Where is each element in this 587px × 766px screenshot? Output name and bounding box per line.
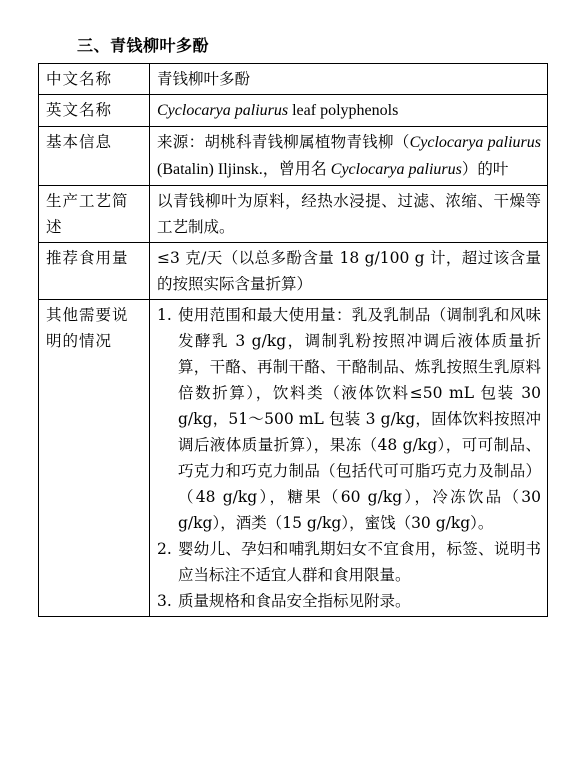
english-name-latin: Cyclocarya paliurus (157, 102, 289, 119)
section-title: 三、青钱柳叶多酚 (77, 36, 210, 55)
list-item (157, 302, 541, 536)
other-notes-value (150, 300, 548, 617)
english-name-value (150, 95, 548, 127)
table-row (39, 186, 548, 243)
table-row (39, 64, 548, 95)
row-label-process: 生产工艺简述 (39, 186, 150, 243)
list-item (157, 588, 541, 614)
note-number: 3. (157, 592, 172, 610)
source-author-citation: (Batalin) Iljinsk.，曾用名 (157, 161, 331, 178)
note-number: 2. (157, 540, 172, 558)
note-text: 质量规格和食品安全指标见附录。 (178, 592, 411, 610)
notes-list (157, 302, 541, 614)
basic-info-value (150, 127, 548, 186)
table-row (39, 300, 548, 617)
former-latin-name: Cyclocarya paliurus (330, 161, 462, 178)
row-label-basic-info: 基本信息 (39, 127, 150, 186)
table-row (39, 127, 548, 186)
list-item (157, 536, 541, 588)
chinese-name-value: 青钱柳叶多酚 (150, 64, 548, 95)
row-label-recommended-intake: 推荐食用量 (39, 243, 150, 300)
source-prefix: 来源：胡桃科青钱柳属植物青钱柳（ (157, 133, 410, 151)
table-row (39, 95, 548, 127)
spec-table (38, 63, 548, 617)
note-text: 婴幼儿、孕妇和哺乳期妇女不宜食用，标签、说明书应当标注不适宜人群和食用限量。 (178, 540, 541, 584)
recommended-intake-value: ≤3 克/天（以总多酚含量 18 g/100 g 计，超过该含量的按照实际含量折算） (150, 243, 548, 300)
english-name-rest: leaf polyphenols (288, 102, 399, 119)
row-label-chinese-name: 中文名称 (39, 64, 150, 95)
row-label-english-name: 英文名称 (39, 95, 150, 127)
note-number: 1. (157, 306, 172, 324)
process-value: 以青钱柳叶为原料，经热水浸提、过滤、浓缩、干燥等工艺制成。 (150, 186, 548, 243)
source-latin-name: Cyclocarya paliurus (409, 134, 541, 151)
row-label-other-notes: 其他需要说明的情况 (39, 300, 150, 617)
source-suffix: ）的叶 (461, 160, 509, 178)
table-row (39, 243, 548, 300)
note-text: 使用范围和最大使用量：乳及乳制品（调制乳和风味发酵乳 3 g/kg，调制乳粉按照冲调后液体质量折算，干酪、再制干酪、干酪制品、炼乳按照生乳原料倍数折算），饮料类（液体饮料≤50 mL 包装 30 g/kg，51～500 mL 包装 3 g/kg，固体饮料按照冲调后液体质量折算），果冻（48 g/kg），可可制品、巧克力和巧克力制品（包括代可可脂巧克力及制品）（48 g/kg），糖果（60 g/kg），冷冻饮品（30 g/kg），酒类（15 g/kg），蜜饯（30 g/kg）。 (178, 306, 541, 532)
